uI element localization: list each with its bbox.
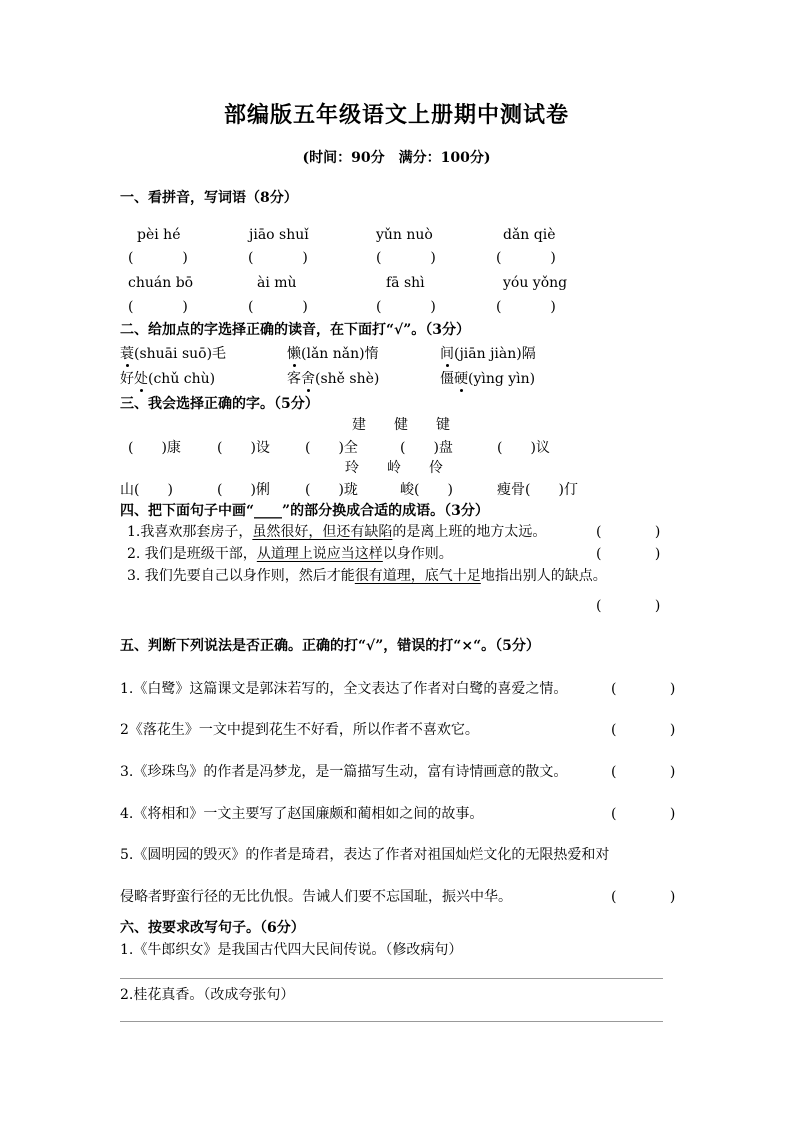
char-blank[interactable]: ( )俐 xyxy=(217,482,270,498)
answer-line[interactable] xyxy=(120,1021,663,1022)
underlined-phrase: 虽然很好，但还有缺陷 xyxy=(252,524,393,540)
pinyin: fā shì xyxy=(386,275,425,291)
pinyin: chuán bō xyxy=(128,275,194,291)
char-blank[interactable]: 山( ) xyxy=(120,482,173,498)
section-6-heading: 六、按要求改写句子。（6分） xyxy=(120,920,305,936)
answer-blank[interactable]: ( ) xyxy=(496,299,556,315)
char-blank[interactable]: ( )珑 xyxy=(305,482,358,498)
dotted-char: 懒 xyxy=(287,346,301,362)
answer-blank[interactable]: ( ) xyxy=(376,299,436,315)
answer-blank[interactable]: ( ) xyxy=(611,764,676,780)
page-title: 部编版五年级语文上册期中测试卷 xyxy=(223,102,569,128)
judgement-item: 5.《圆明园的毁灭》的作者是琦君，表达了作者对祖国灿烂文化的无限热爱和对 xyxy=(120,847,610,863)
underlined-phrase: 从道理上说应当这样 xyxy=(256,546,383,562)
sentence-item: 3. 我们先要自己以身作则，然后才能很有道理，底气十足地指出别人的缺点。 xyxy=(127,568,607,584)
answer-blank[interactable]: ( ) xyxy=(128,250,188,266)
answer-blank[interactable]: ( ) xyxy=(496,250,556,266)
dotted-char: 舍 xyxy=(301,371,315,387)
sentence-item: 2. 我们是班级干部，从道理上说应当这样以身作则。 xyxy=(127,546,453,562)
answer-blank[interactable]: ( ) xyxy=(248,250,308,266)
pinyin: jiāo shuǐ xyxy=(249,227,309,243)
section-5-heading: 五、判断下列说法是否正确。正确的打“√”，错误的打“×“。（5分） xyxy=(120,638,540,654)
judgement-item: 4.《将相和》一文主要写了赵国廉颇和蔺相如之间的故事。 xyxy=(120,806,484,822)
pinyin: yóu yǒng xyxy=(503,275,568,291)
dotted-char: 硬 xyxy=(454,371,468,387)
answer-blank[interactable]: ( ) xyxy=(376,250,436,266)
answer-blank[interactable]: ( ) xyxy=(596,524,661,540)
section-4-heading: 四、把下面句子中画“____”的部分换成合适的成语。（3分） xyxy=(120,503,489,519)
pinyin: pèi hé xyxy=(137,227,181,243)
char-blank[interactable]: 峻( ) xyxy=(400,482,453,498)
char-blank[interactable]: ( )康 xyxy=(128,440,181,456)
underlined-phrase: 很有道理，底气十足 xyxy=(354,568,481,584)
answer-blank[interactable]: ( ) xyxy=(611,889,676,905)
rewrite-item: 2.桂花真香。（改成夸张句） xyxy=(120,987,295,1003)
char-choices: 玲 岭 伶 xyxy=(345,460,443,476)
judgement-item-continued: 侵略者野蛮行径的无比仇恨。告诫人们要不忘国耻，振兴中华。 xyxy=(120,889,512,905)
char-blank[interactable]: ( )设 xyxy=(217,440,270,456)
answer-blank[interactable]: ( ) xyxy=(611,681,676,697)
char-blank[interactable]: 瘦骨( )仃 xyxy=(497,482,578,498)
rewrite-item: 1.《牛郎织女》是我国古代四大民间传说。（修改病句） xyxy=(120,942,463,958)
section-2-heading: 二、给加点的字选择正确的读音，在下面打“√”。（3分） xyxy=(120,322,471,338)
answer-blank[interactable]: ( ) xyxy=(596,546,661,562)
reading-item[interactable]: 蓑(shuāi suō)毛 xyxy=(120,346,227,362)
answer-blank[interactable]: ( ) xyxy=(596,598,661,614)
sentence-item: 1.我喜欢那套房子，虽然很好，但还有缺陷的是离上班的地方太远。 xyxy=(127,524,547,540)
char-blank[interactable]: ( )盘 xyxy=(400,440,453,456)
char-blank[interactable]: ( )议 xyxy=(497,440,550,456)
pinyin: ài mù xyxy=(257,275,297,291)
pinyin: yǔn nuò xyxy=(376,227,433,243)
reading-item[interactable]: 间(jiān jiàn)隔 xyxy=(440,346,536,362)
answer-blank[interactable]: ( ) xyxy=(248,299,308,315)
pinyin: dǎn qiè xyxy=(503,227,556,243)
dotted-char: 处 xyxy=(134,371,148,387)
section-3-heading: 三、我会选择正确的字。（5分） xyxy=(120,396,319,412)
answer-blank[interactable]: ( ) xyxy=(611,806,676,822)
answer-blank[interactable]: ( ) xyxy=(128,299,188,315)
page-subtitle: (时间：90分 满分：100分) xyxy=(302,150,491,166)
char-blank[interactable]: ( )全 xyxy=(305,440,358,456)
reading-item[interactable]: 懒(lǎn nǎn)惰 xyxy=(287,346,379,362)
judgement-item: 2《落花生》一文中提到花生不好看，所以作者不喜欢它。 xyxy=(120,722,479,738)
reading-item[interactable]: 客舍(shě shè) xyxy=(287,371,380,387)
answer-blank[interactable]: ( ) xyxy=(611,722,676,738)
judgement-item: 3.《珍珠鸟》的作者是冯梦龙，是一篇描写生动，富有诗情画意的散文。 xyxy=(120,764,568,780)
dotted-char: 间 xyxy=(440,346,454,362)
char-choices: 建 健 键 xyxy=(352,417,450,433)
dotted-char: 蓑 xyxy=(120,346,134,362)
section-1-heading: 一、看拼音，写词语（8分） xyxy=(120,190,298,206)
judgement-item: 1.《白鹭》这篇课文是郭沫若写的，全文表达了作者对白鹭的喜爱之情。 xyxy=(120,681,568,697)
reading-item[interactable]: 好处(chǔ chù) xyxy=(120,371,216,387)
answer-line[interactable] xyxy=(120,978,663,979)
reading-item[interactable]: 僵硬(yìng yìn) xyxy=(440,371,536,387)
